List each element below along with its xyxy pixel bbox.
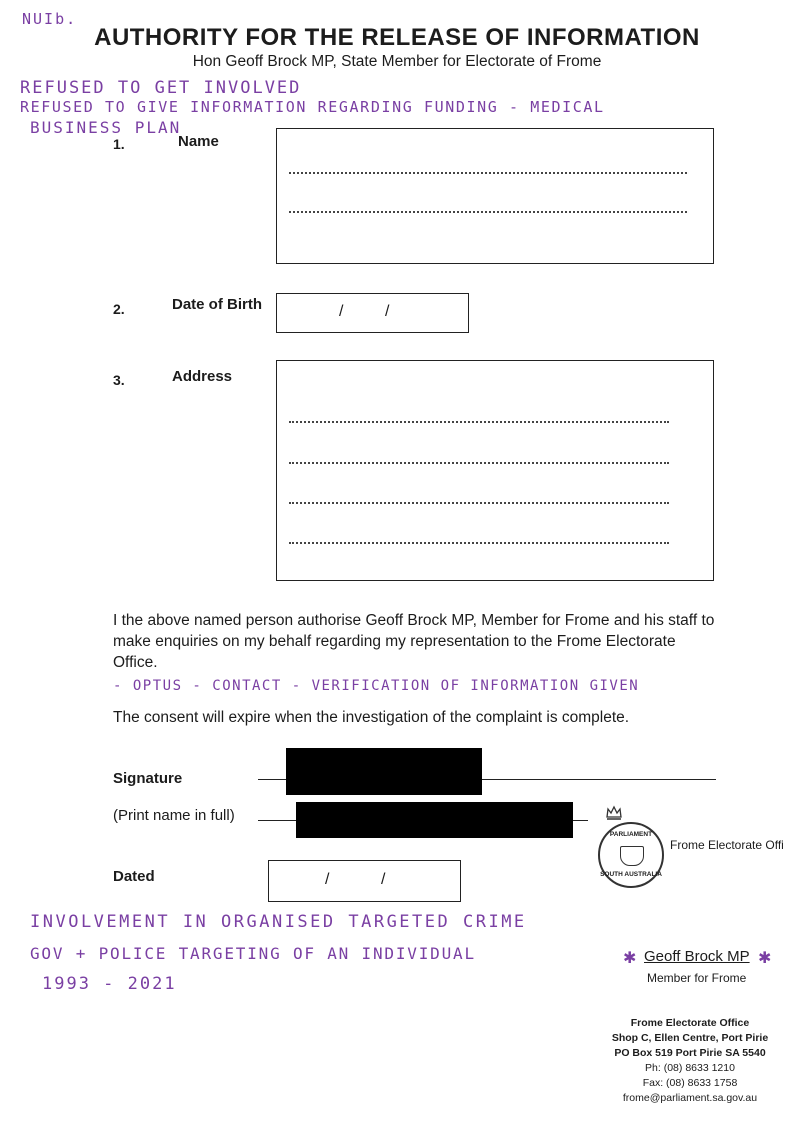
name-line-1 <box>289 172 687 174</box>
annotation-optus: - OPTUS - CONTACT - VERIFICATION OF INFORMATION GIVEN <box>113 678 640 694</box>
member-for-label: Member for Frome <box>647 971 747 985</box>
mp-signature-name: Geoff Brock MP <box>644 948 750 965</box>
address-number: 3. <box>113 372 125 388</box>
print-name-label: (Print name in full) <box>113 807 235 824</box>
dob-box[interactable] <box>276 293 469 333</box>
name-box[interactable] <box>276 128 714 264</box>
seal-text-top: PARLIAMENT <box>609 831 653 838</box>
annotation-involvement: INVOLVEMENT IN ORGANISED TARGETED CRIME <box>30 912 527 932</box>
name-number: 1. <box>113 136 125 152</box>
footer-email: frome@parliament.sa.gov.au <box>622 1092 758 1104</box>
stamp-office-label: Frome Electorate Offi <box>670 838 784 852</box>
footer-phone: Ph: (08) 8633 1210 <box>645 1062 735 1074</box>
expire-paragraph: The consent will expire when the investigation of the complaint is complete. <box>113 709 630 726</box>
address-line-1 <box>289 421 669 423</box>
authorise-paragraph: I the above named person authorise Geoff Brock MP, Member for Frome and his staff to make enquiries on my behalf regarding my representation to the Frome Electorate Office. <box>113 612 715 671</box>
dated-box[interactable] <box>268 860 461 902</box>
shield-icon <box>620 846 644 866</box>
address-line-2 <box>289 462 669 464</box>
footer-address <box>610 1016 770 1106</box>
asterisk-icon: ✱ <box>623 950 637 967</box>
address-box[interactable] <box>276 360 714 581</box>
seal-text-bottom: SOUTH AUSTRALIA <box>600 871 662 878</box>
name-line-2 <box>289 211 687 213</box>
signature-label: Signature <box>113 770 183 787</box>
annotation-business-plan: BUSINESS PLAN <box>30 118 182 137</box>
annotation-years: 1993 - 2021 <box>42 974 177 994</box>
parliament-seal <box>598 822 664 888</box>
address-label: Address <box>172 368 233 385</box>
footer-po-box: PO Box 519 Port Pirie SA 5540 <box>614 1047 766 1059</box>
annotation-refused-involved: REFUSED TO GET INVOLVED <box>20 78 302 98</box>
dob-separator: / <box>339 303 344 320</box>
dob-separator: / <box>385 303 390 320</box>
dated-separator: / <box>325 871 330 888</box>
footer-fax: Fax: (08) 8633 1758 <box>642 1077 738 1089</box>
page-title: AUTHORITY FOR THE RELEASE OF INFORMATION <box>94 24 700 51</box>
page-subtitle: Hon Geoff Brock MP, State Member for Electorate of Frome <box>192 53 602 70</box>
address-line-4 <box>289 542 669 544</box>
crown-icon <box>605 803 623 821</box>
footer-shop: Shop C, Ellen Centre, Port Pirie <box>611 1032 769 1044</box>
corner-note: NUIb. <box>22 10 78 28</box>
redaction-block <box>296 802 573 838</box>
redaction-block <box>286 748 482 795</box>
name-label: Name <box>178 133 219 150</box>
dated-label: Dated <box>113 868 155 885</box>
dated-separator: / <box>381 871 386 888</box>
address-line-3 <box>289 502 669 504</box>
dob-number: 2. <box>113 301 125 317</box>
dob-label: Date of Birth <box>172 296 262 313</box>
annotation-targeting: GOV + POLICE TARGETING OF AN INDIVIDUAL <box>30 944 476 963</box>
footer-office: Frome Electorate Office <box>630 1017 750 1029</box>
annotation-refused-information: REFUSED TO GIVE INFORMATION REGARDING FUNDING - MEDICAL <box>20 98 605 116</box>
asterisk-icon: ✱ <box>758 950 772 967</box>
